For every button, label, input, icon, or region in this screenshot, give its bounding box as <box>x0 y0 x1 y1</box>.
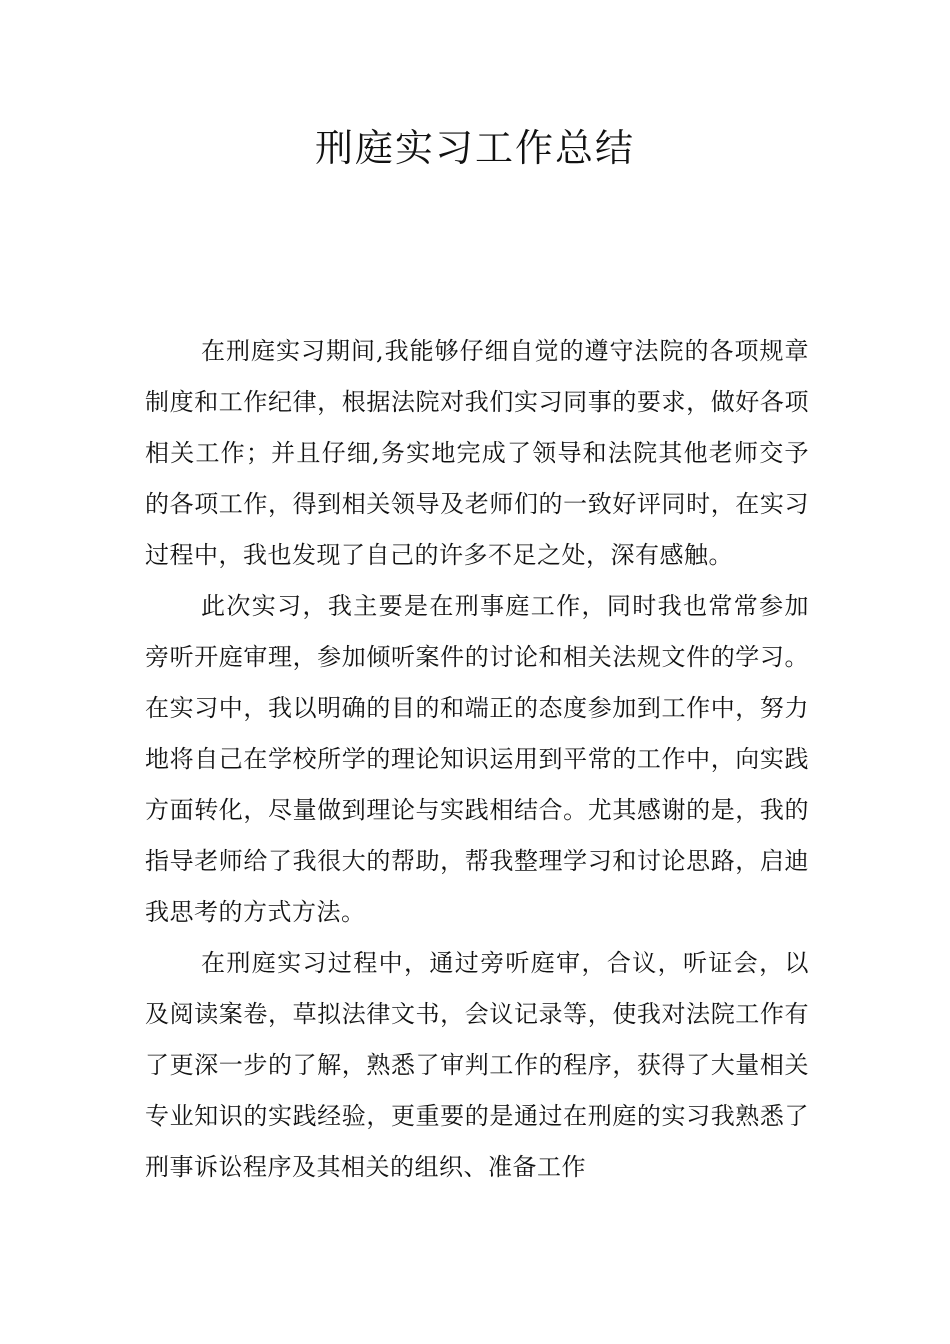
paragraph: 在刑庭实习期间,我能够仔细自觉的遵守法院的各项规章制度和工作纪律，根据法院对我们实习同事的要求，做好各项相关工作；并且仔细,务实地完成了领导和法院其他老师交予的各项工作，得到相关领导及老师们的一致好评同时，在实习过程中，我也发现了自己的许多不足之处，深有感触。 <box>145 337 809 569</box>
document-title: 刑庭实习工作总结 <box>314 126 635 170</box>
paragraph: 此次实习，我主要是在刑事庭工作，同时我也常常参加旁听开庭审理，参加倾听案件的讨论和相关法规文件的学习。在实习中，我以明确的目的和端正的态度参加到工作中，努力地将自己在学校所学的理论知识运用到平常的工作中，向实践方面转化，尽量做到理论与实践相结合。尤其感谢的是，我的指导老师给了我很大的帮助，帮我整理学习和讨论思路，启迪我思考的方式方法。 <box>145 592 809 926</box>
document-body <box>145 326 809 1193</box>
paragraph: 在刑庭实习过程中，通过旁听庭审，合议，听证会，以及阅读案卷，草拟法律文书，会议记录等，使我对法院工作有了更深一步的了解，熟悉了审判工作的程序，获得了大量相关专业知识的实践经验，更重要的是通过在刑庭的实习我熟悉了刑事诉讼程序及其相关的组织、准备工作 <box>145 949 809 1181</box>
